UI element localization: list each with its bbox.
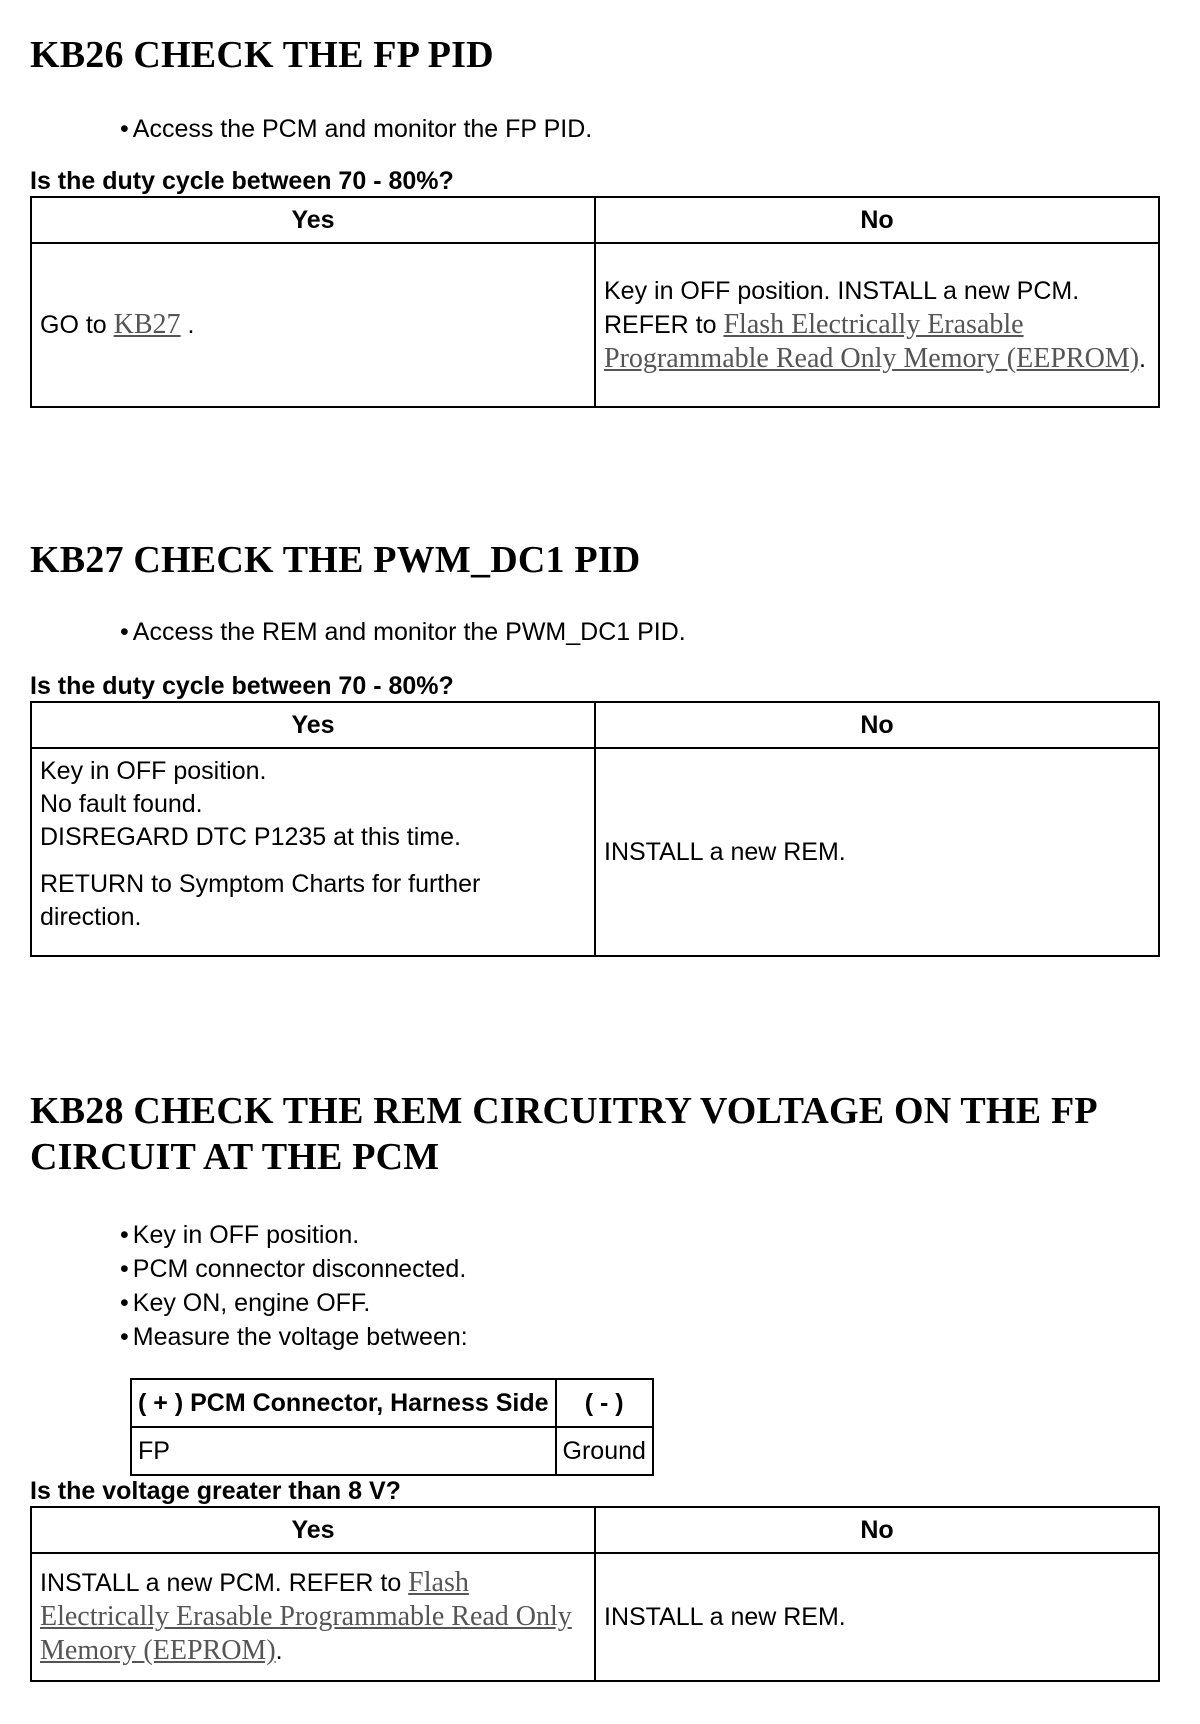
kb27-title: KB27 CHECK THE PWM_DC1 PID [30, 539, 641, 581]
kb28-question: Is the voltage greater than 8 V? [30, 1477, 401, 1505]
yes-line-1: Key in OFF position. [40, 757, 267, 785]
no-cell [595, 243, 1159, 407]
kb26-steps [120, 112, 1160, 146]
meas-negative: Ground [556, 1427, 653, 1475]
yes-header: Yes [31, 1507, 595, 1553]
yes-header: Yes [31, 702, 595, 748]
kb26-title: KB26 CHECK THE FP PID [30, 34, 494, 76]
yes-cell [31, 748, 595, 956]
no-cell: INSTALL a new REM. [595, 748, 1159, 956]
yes-suffix: . [180, 311, 195, 339]
meas-header-negative: ( - ) [556, 1379, 653, 1427]
kb26-answer-table [30, 196, 1160, 408]
kb28-steps [120, 1218, 1160, 1354]
kb27-question: Is the duty cycle between 70 - 80%? [30, 672, 454, 700]
no-text: Key in OFF position. INSTALL a new PCM. REFER to [604, 276, 1080, 339]
kb28-answer-table [30, 1506, 1160, 1682]
yes-cell [31, 1553, 595, 1681]
kb28-step-3: • Key ON, engine OFF. [120, 1286, 1160, 1320]
kb27-link[interactable]: KB27 [113, 309, 181, 340]
section-kb27 [30, 537, 1160, 957]
section-kb28 [30, 1088, 1160, 1682]
kb28-step-4: • Measure the voltage between: [120, 1320, 1160, 1354]
meas-header-positive: ( + ) PCM Connector, Harness Side [131, 1379, 556, 1427]
no-cell: INSTALL a new REM. [595, 1553, 1159, 1681]
no-header: No [595, 702, 1159, 748]
yes-line-3: DISREGARD DTC P1235 at this time. [40, 823, 461, 851]
meas-positive: FP [131, 1427, 556, 1475]
no-header: No [595, 197, 1159, 243]
kb27-step-1: • Access the REM and monitor the PWM_DC1 PID. [120, 615, 1160, 649]
section-kb26 [30, 32, 1160, 408]
kb27-answer-table [30, 701, 1160, 957]
kb26-question: Is the duty cycle between 70 - 80%? [30, 167, 454, 195]
yes-line-4: RETURN to Symptom Charts for further direction. [40, 870, 481, 931]
kb26-step-1: • Access the PCM and monitor the FP PID. [120, 112, 1160, 146]
yes-cell [31, 243, 595, 407]
yes-line-2: No fault found. [40, 790, 203, 818]
yes-prefix: GO to [40, 311, 114, 339]
yes-text: INSTALL a new PCM. REFER to [40, 1569, 409, 1597]
kb28-step-2: • PCM connector disconnected. [120, 1252, 1160, 1286]
no-suffix: . [1139, 344, 1146, 373]
measurement-table [130, 1378, 654, 1476]
yes-header: Yes [31, 197, 595, 243]
kb27-steps [120, 615, 1160, 649]
eeprom-link[interactable]: Flash Electrically Erasable Programmable Read Only Memory (EEPROM) [604, 308, 1140, 374]
yes-suffix: . [275, 1637, 283, 1665]
eeprom-link[interactable]: Flash Electrically Erasable Programmable Read Only Memory (EEPROM) [40, 1567, 572, 1666]
kb28-step-1: • Key in OFF position. [120, 1218, 1160, 1252]
kb28-title: KB28 CHECK THE REM CIRCUITRY VOLTAGE ON THE FP CIRCUIT AT THE PCM [30, 1090, 1096, 1178]
no-header: No [595, 1507, 1159, 1553]
